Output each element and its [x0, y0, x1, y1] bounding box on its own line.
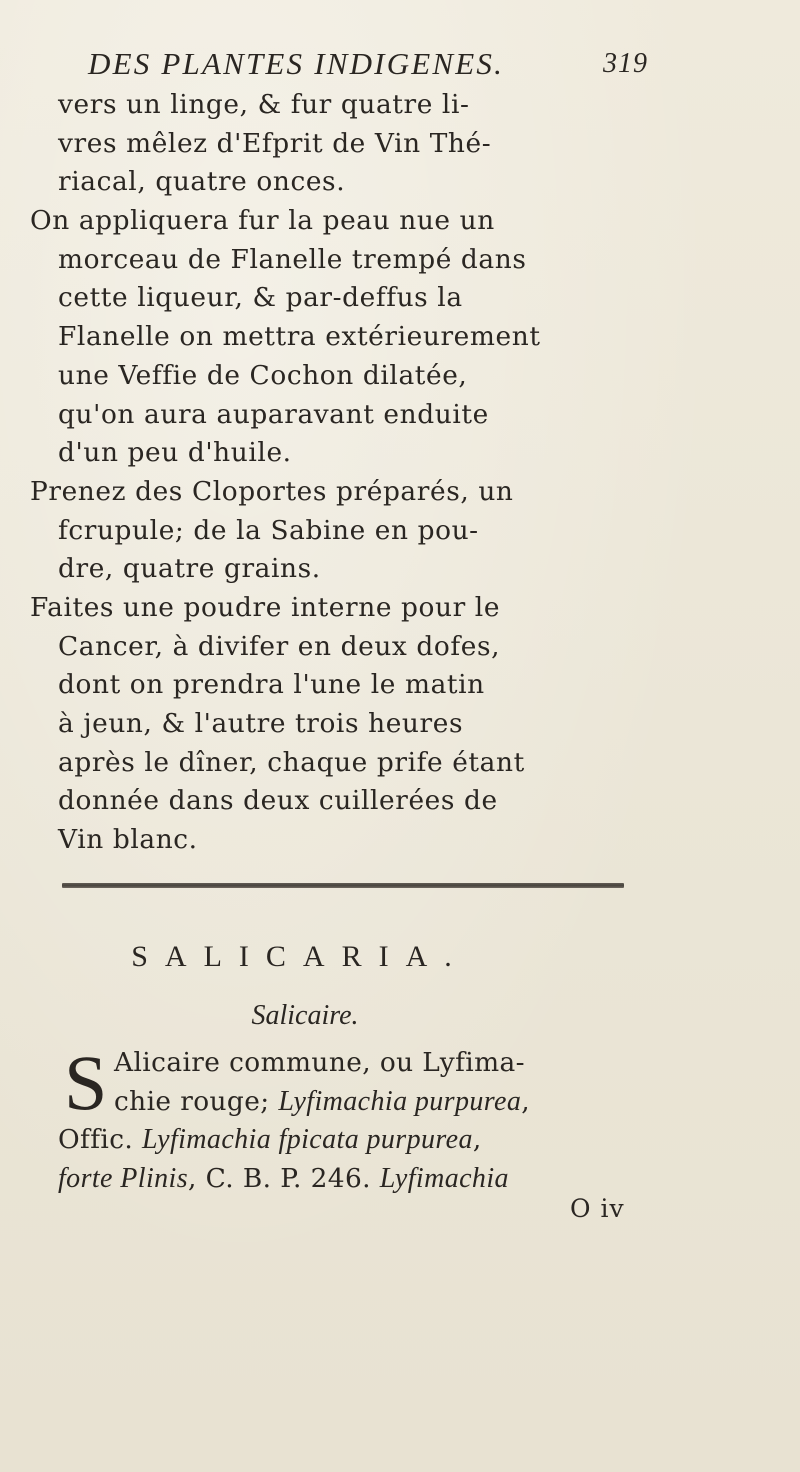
entry-line-3-roman: Offic. — [58, 1124, 142, 1156]
text-line: Flanelle on mettra extérieurement — [58, 321, 541, 353]
entry-line-2-end: , — [521, 1085, 531, 1117]
text-line: dont on prendra l'une le matin — [58, 669, 485, 701]
paragraph — [30, 473, 658, 589]
running-title: DES PLANTES INDIGENES. — [88, 46, 505, 81]
paragraph — [58, 86, 658, 202]
text-line: fcrupule; de la Sabine en pou- — [58, 514, 479, 546]
entry-line-2-italic: Lyfimachia purpurea — [278, 1085, 522, 1117]
text-line: dre, quatre grains. — [58, 553, 321, 585]
text-line: Prenez des Cloportes préparés, un — [30, 475, 514, 507]
text-line — [58, 1160, 678, 1199]
drop-cap: S — [64, 1039, 108, 1126]
text-line: On appliquera fur la peau nue un — [30, 205, 495, 237]
paragraph — [30, 202, 658, 473]
text-line: donnée dans deux cuillerées de — [58, 785, 498, 817]
text-line: vers un linge, & fur quatre li- — [58, 89, 470, 120]
text-line — [58, 1083, 678, 1122]
section-divider-rule — [62, 883, 624, 888]
text-line: Vin blanc. — [58, 824, 198, 856]
entry-line-2-roman: chie rouge; — [114, 1085, 279, 1117]
entry-line-3-italic: Lyfimachia fpicata purpurea — [141, 1124, 473, 1156]
section-title — [0, 940, 800, 974]
text-line: cette liqueur, & par-deffus la — [58, 282, 463, 314]
text-line: une Veffie de Cochon dilatée, — [58, 359, 468, 391]
page-number: 319 — [603, 48, 648, 79]
text-line: après le dîner, chaque prife étant — [58, 746, 525, 778]
section-subtitle — [0, 1000, 800, 1032]
page-header — [88, 46, 648, 90]
section-title-text: SALICARIA. — [131, 940, 469, 973]
entry-line-4-roman: , C. B. P. 246. — [188, 1163, 380, 1195]
text-line: riacal, quatre onces. — [58, 166, 346, 198]
text-line: Cancer, à divifer en deux dofes, — [58, 630, 501, 662]
text-line: vres mêlez d'Efprit de Vin Thé- — [58, 127, 492, 159]
entry-line-3-end: , — [472, 1124, 482, 1156]
entry-line-4-italic-b: Lyfimachia — [379, 1163, 509, 1195]
entry-text — [58, 1039, 678, 1199]
signature-mark: O iv — [570, 1194, 625, 1223]
text-line: qu'on aura auparavant enduite — [58, 398, 489, 430]
entry-line-4-italic-a: forte Plinis — [58, 1163, 189, 1195]
paragraph — [30, 589, 658, 860]
entry-line-1: Alicaire commune, ou Lyfima- — [114, 1047, 525, 1078]
body-text — [30, 86, 658, 860]
section-subtitle-text: Salicaire. — [251, 1000, 359, 1031]
text-line: morceau de Flanelle trempé dans — [58, 243, 527, 275]
text-line — [58, 1121, 678, 1160]
text-line: Faites une poudre interne pour le — [30, 591, 501, 623]
text-line — [58, 1044, 678, 1083]
text-line: d'un peu d'huile. — [58, 437, 292, 469]
text-line: à jeun, & l'autre trois heures — [58, 708, 464, 739]
